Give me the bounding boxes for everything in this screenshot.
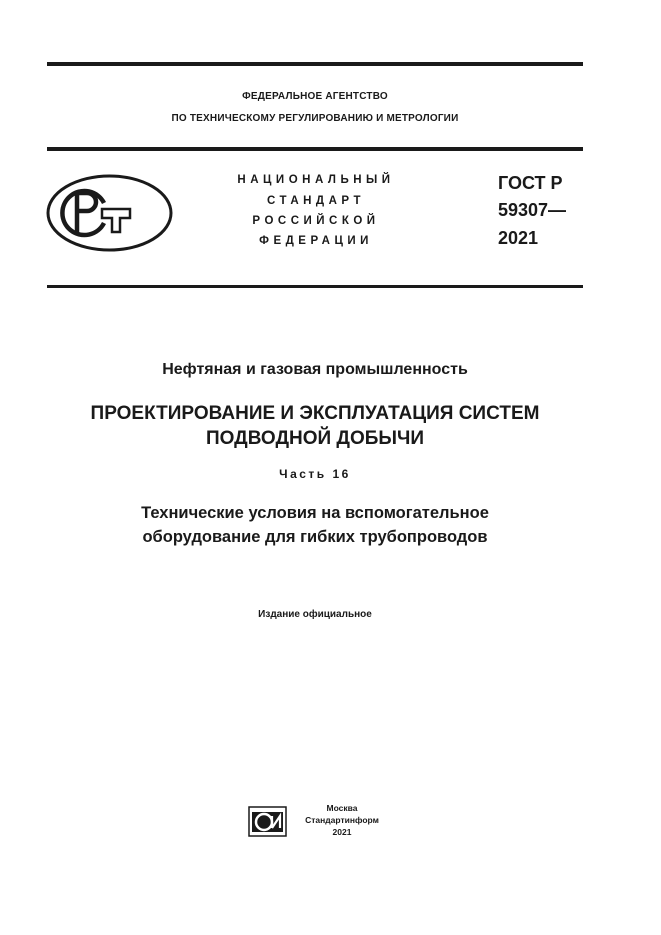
subtitle-line-2: оборудование для гибких трубопроводов bbox=[142, 528, 488, 546]
industry-supertitle: Нефтяная и газовая промышленность bbox=[162, 361, 468, 378]
publication-year: 2021 bbox=[332, 827, 352, 837]
standard-designation-line-1: ГОСТ Р bbox=[498, 173, 563, 193]
top-rule bbox=[47, 62, 583, 66]
agency-line-1: ФЕДЕРАЛЬНОЕ АГЕНТСТВО bbox=[242, 91, 388, 102]
national-standard-line-3: РОССИЙСКОЙ bbox=[252, 215, 380, 227]
standard-designation-line-3: 2021 bbox=[498, 228, 539, 248]
agency-line-2: ПО ТЕХНИЧЕСКОМУ РЕГУЛИРОВАНИЮ И МЕТРОЛОГИИ bbox=[171, 113, 459, 124]
header-bottom-rule bbox=[47, 285, 583, 288]
edition-note: Издание официальное bbox=[258, 609, 372, 620]
header-rule bbox=[47, 147, 583, 151]
national-standard-line-2: СТАНДАРТ bbox=[267, 195, 365, 207]
rst-certification-logo-icon bbox=[46, 174, 173, 252]
standard-designation-line-2: 59307— bbox=[498, 200, 567, 220]
standartinform-logo-icon bbox=[248, 806, 287, 837]
part-number: Часть 16 bbox=[279, 467, 351, 481]
publisher-name: Стандартинформ bbox=[305, 815, 379, 825]
national-standard-line-1: НАЦИОНАЛЬНЫЙ bbox=[237, 174, 395, 186]
publisher-city: Москва bbox=[326, 803, 358, 813]
national-standard-line-4: ФЕДЕРАЦИИ bbox=[259, 235, 373, 247]
main-title-line-1: ПРОЕКТИРОВАНИЕ И ЭКСПЛУАТАЦИЯ СИСТЕМ bbox=[90, 403, 540, 424]
main-title-line-2: ПОДВОДНОЙ ДОБЫЧИ bbox=[205, 428, 425, 449]
subtitle-line-1: Технические условия на вспомогательное bbox=[141, 504, 489, 522]
